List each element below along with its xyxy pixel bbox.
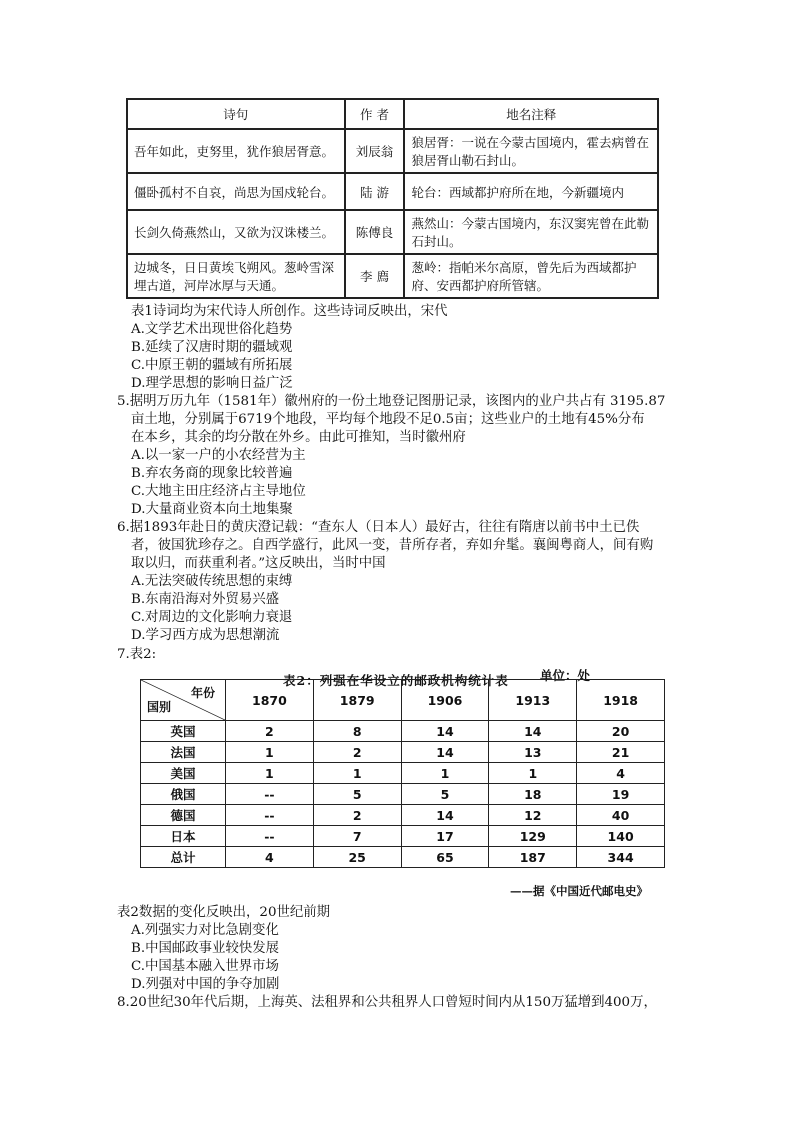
note-cell: 轮台：西域都护府所在地，今新疆境内 (404, 173, 658, 210)
value-cell: 129 (489, 826, 577, 847)
value-cell: 14 (401, 805, 489, 826)
value-cell: 25 (313, 847, 401, 868)
q7-label: 7.表2: (117, 647, 157, 662)
table2-source: ——据《中国近代邮电史》 (510, 884, 648, 898)
poem-cell: 僵卧孤村不自哀，尚思为国戍轮台。 (127, 173, 345, 210)
country-cell: 总计 (141, 847, 226, 868)
table-row (127, 173, 658, 210)
value-cell: 4 (226, 847, 314, 868)
value-cell: 40 (577, 805, 665, 826)
corner-country-label: 国别 (147, 700, 172, 714)
q4-option-c[interactable]: C.中原王朝的疆域有所拓展 (131, 358, 293, 373)
value-cell: -- (226, 826, 314, 847)
q4-option-a[interactable]: A.文学艺术出现世俗化趋势 (131, 322, 293, 337)
value-cell: 21 (577, 742, 665, 763)
table-row (127, 254, 658, 298)
q6-option-d[interactable]: D.学习西方成为思想潮流 (131, 628, 280, 643)
country-cell: 美国 (141, 763, 226, 784)
value-cell: 12 (489, 805, 577, 826)
table-row (141, 721, 665, 742)
q7-option-c[interactable]: C.中国基本融入世界市场 (131, 959, 279, 974)
value-cell: 14 (401, 742, 489, 763)
q6-stem-line: 6.据1893年赴日的黄庆澄记载：“查东人（日本人）最好古，往往有隋唐以前书中土已佚 (117, 520, 640, 535)
value-cell: 18 (489, 784, 577, 805)
value-cell: 140 (577, 826, 665, 847)
poem-table (126, 98, 659, 299)
value-cell: 19 (577, 784, 665, 805)
country-cell: 德国 (141, 805, 226, 826)
value-cell: 2 (226, 721, 314, 742)
note-cell: 狼居胥：一说在今蒙古国境内，霍去病曾在狼居胥山勒石封山。 (404, 129, 658, 173)
year-header: 1870 (226, 680, 314, 721)
value-cell: 1 (313, 763, 401, 784)
q4-option-d[interactable]: D.理学思想的影响日益广泛 (131, 376, 293, 391)
year-header: 1879 (313, 680, 401, 721)
table-row (141, 742, 665, 763)
value-cell: 13 (489, 742, 577, 763)
q5-stem-line: 亩土地，分别属于6719个地段，平均每个地段不足0.5亩；这些业户的土地有45%分布 (131, 412, 645, 427)
q7-option-d[interactable]: D.列强对中国的争夺加剧 (131, 977, 280, 992)
q6-option-a[interactable]: A.无法突破传统思想的束缚 (131, 574, 293, 589)
country-cell: 英国 (141, 721, 226, 742)
poem-cell: 长剑久倚燕然山，又欲为汉诛楼兰。 (127, 210, 345, 254)
value-cell: 1 (489, 763, 577, 784)
value-cell: 344 (577, 847, 665, 868)
header-poem: 诗句 (127, 99, 345, 129)
q5-option-b[interactable]: B.弃农务商的现象比较普遍 (131, 466, 293, 481)
q4-stem: 表1诗词均为宋代诗人所创作。这些诗词反映出，宋代 (131, 304, 448, 319)
author-cell: 刘辰翁 (345, 129, 405, 173)
author-cell: 陆 游 (345, 173, 405, 210)
value-cell: 5 (313, 784, 401, 805)
header-note: 地名注释 (404, 99, 658, 129)
year-header: 1906 (401, 680, 489, 721)
note-cell: 葱岭：指帕米尔高原，曾先后为西域都护府、安西都护府所管辖。 (404, 254, 658, 298)
country-cell: 俄国 (141, 784, 226, 805)
table-row (141, 784, 665, 805)
table2-title: 表2：列强在华设立的邮政机构统计表 (283, 673, 509, 688)
value-cell: -- (226, 784, 314, 805)
table-row (141, 763, 665, 784)
note-cell: 燕然山：今蒙古国境内，东汉窦宪曾在此勒石封山。 (404, 210, 658, 254)
poem-cell: 吾年如此，吏努里，犹作狼居胥意。 (127, 129, 345, 173)
year-header: 1918 (577, 680, 665, 721)
corner-year-label: 年份 (190, 686, 215, 700)
table-row (141, 826, 665, 847)
value-cell: 2 (313, 742, 401, 763)
q7-option-a[interactable]: A.列强实力对比急剧变化 (131, 923, 279, 938)
q5-option-d[interactable]: D.大量商业资本向土地集聚 (131, 502, 293, 517)
table-row (127, 129, 658, 173)
q6-stem-line: 取以归，而获重利者。”这反映出，当时中国 (131, 556, 386, 571)
postal-table-header (141, 680, 665, 721)
q7-option-b[interactable]: B.中国邮政事业较快发展 (131, 941, 280, 956)
q6-stem-line: 者，彼国犹珍存之。自西学盛行，此风一变，昔所存者，弃如弁髦。襄闽粤商人，间有购 (131, 538, 654, 553)
total-row (141, 847, 665, 868)
q5-stem-line: 5.据明万历九年（1581年）徽州府的一份土地登记图册记录，该图内的业户共占有 3195.87 (117, 394, 666, 409)
value-cell: 1 (226, 742, 314, 763)
value-cell: 4 (577, 763, 665, 784)
value-cell: 1 (401, 763, 489, 784)
year-header: 1913 (489, 680, 577, 721)
value-cell: 8 (313, 721, 401, 742)
value-cell: 1 (226, 763, 314, 784)
value-cell: 65 (401, 847, 489, 868)
postal-table (140, 679, 665, 868)
corner-cell (141, 680, 226, 721)
header-author: 作 者 (345, 99, 405, 129)
value-cell: 17 (401, 826, 489, 847)
q7-stem: 表2数据的变化反映出，20世纪前期 (117, 905, 331, 920)
table-row (127, 210, 658, 254)
value-cell: 20 (577, 721, 665, 742)
author-cell: 李 廌 (345, 254, 405, 298)
poem-cell: 边城冬，日日黄埃飞朔风。葱岭雪深埋古道，河岸冰厚与天通。 (127, 254, 345, 298)
table2-unit: 单位：处 (540, 668, 591, 683)
q5-stem-line: 在本乡，其余的均分散在外乡。由此可推知，当时徽州府 (131, 430, 466, 445)
q6-option-c[interactable]: C.对周边的文化影响力衰退 (131, 610, 293, 625)
value-cell: -- (226, 805, 314, 826)
value-cell: 14 (401, 721, 489, 742)
value-cell: 14 (489, 721, 577, 742)
q4-option-b[interactable]: B.延续了汉唐时期的疆域观 (131, 340, 293, 355)
q5-option-c[interactable]: C.大地主田庄经济占主导地位 (131, 484, 306, 499)
q8-stem: 8.20世纪30年代后期，上海英、法租界和公共租界人口曾短时间内从150万猛增到400万， (117, 995, 657, 1010)
poem-table-header (127, 99, 658, 129)
value-cell: 2 (313, 805, 401, 826)
author-cell: 陈傅良 (345, 210, 405, 254)
country-cell: 日本 (141, 826, 226, 847)
value-cell: 5 (401, 784, 489, 805)
table-row (141, 805, 665, 826)
q6-option-b[interactable]: B.东南沿海对外贸易兴盛 (131, 592, 280, 607)
q5-option-a[interactable]: A.以一家一户的小农经营为主 (131, 448, 306, 463)
value-cell: 7 (313, 826, 401, 847)
value-cell: 187 (489, 847, 577, 868)
country-cell: 法国 (141, 742, 226, 763)
